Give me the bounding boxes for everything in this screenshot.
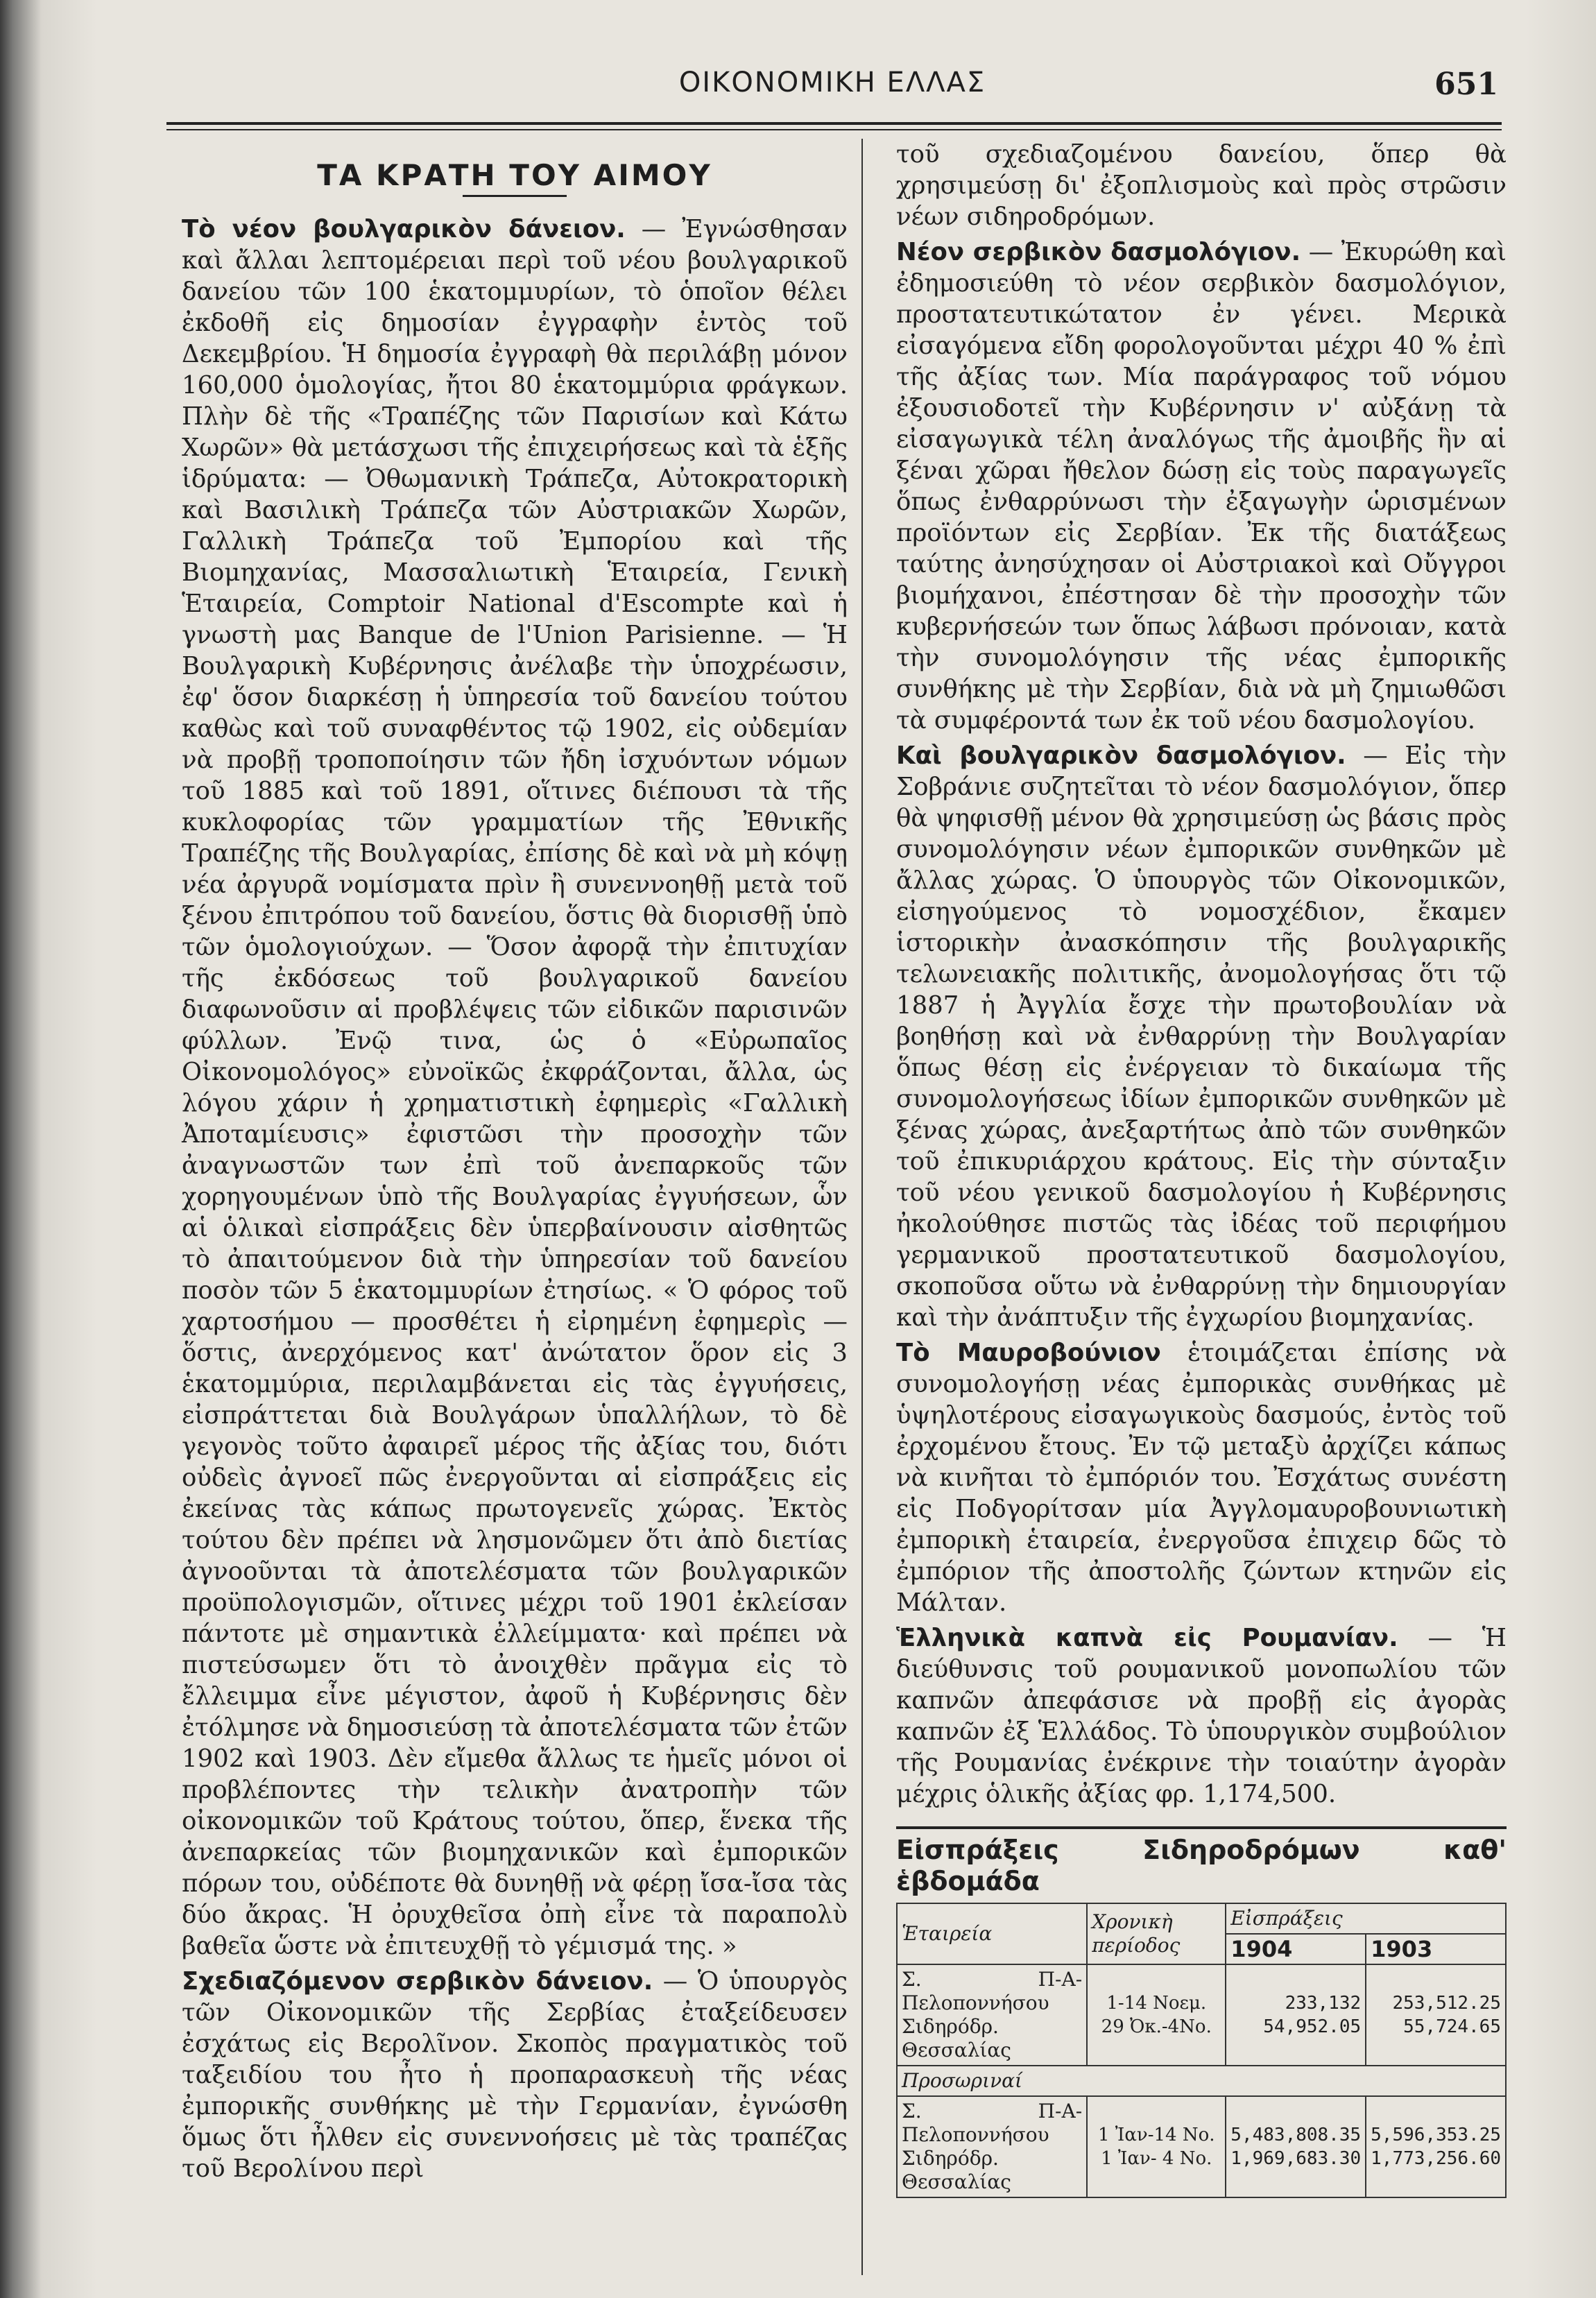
header-year-1904: 1904 [1226, 1934, 1366, 1964]
article-body: — Ὁ ὑπουργὸς τῶν Οἰκονομικῶν τῆς Σερβίας ἐταξείδευσεν ἐσχάτως εἰς Βερολῖνον. Σκοπὸς πραγματικὸς τοῦ ταξειδίου του ἦτο ἡ προπαρασκευὴ τῆς νέας ἐμπορικῆς συνθήκης μὲ τὴν Γερμανίαν, ἐγνώσθη ὅμως ὅτι ἦλθεν εἰς συνεννοήσεις μὲ τὰς τραπέζας τοῦ Βερολίνου περὶ [182, 1967, 848, 2183]
company-name: Σιδηρόδρ. Θεσσαλίας [902, 2015, 1011, 2061]
railway-receipts-table [896, 1903, 1507, 2198]
company-name: Σ. Π-Α-Πελοποννήσου [902, 2100, 1083, 2146]
value: 253,512.25 [1392, 1993, 1501, 2014]
article-heading: Τὸ Μαυροβούνιον [896, 1339, 1161, 1367]
table-header-row [897, 1903, 1506, 1934]
period-value: 1-14 Νοεμ. [1106, 1993, 1207, 2014]
period-value: 1 Ἰαν- 4 Νο. [1101, 2148, 1212, 2169]
article-bulgarian-loan [182, 214, 848, 1962]
value-1904-cell [1226, 1964, 1366, 2066]
period-value: 1 Ἰαν-14 Νο. [1097, 2125, 1215, 2145]
value-1903-cell [1366, 2096, 1506, 2197]
header-year-1903: 1903 [1366, 1934, 1506, 1964]
page-number: 651 [1434, 67, 1498, 102]
company-name: Σ. Π-Α-Πελοποννήσου [902, 1968, 1083, 2014]
header-rule-thin [166, 129, 1502, 130]
header-rule [166, 122, 1502, 125]
article-bulgarian-tariff [896, 740, 1507, 1333]
article-greek-tobacco [896, 1622, 1507, 1810]
article-body: — Ἐκυρώθη καὶ ἐδημοσιεύθη τὸ νέον σερβικὸν δασμολόγιον, προστατευτικώτατον ἐν γένει. Μερικὰ εἰσαγόμενα εἴδη φορολογοῦνται μέχρι 40 % ἐπὶ τῆς ἀξίας των. Μία παράγραφος τοῦ νόμου ἐξουσιοδοτεῖ τὴν Κυβέρνησιν ν' αὐξάνῃ τὰ εἰσαγωγικὰ τέλη ἀναλόγως τῆς ἀμοιβῆς ἣν αἱ ξέναι χῶραι ἤθελον δώσῃ εἰς τοὺς παραγωγεῖς ὅπως ἐνθαρρύνωσι τὴν ἐξαγωγὴν ὡρισμένων προϊόντων εἰς Σερβίαν. Ἐκ τῆς διατάξεως ταύτης ἀνησύχησαν οἱ Αὐστριακοὶ καὶ Οὔγγροι βιομήχανοι, ἐπέστησαν δὲ τὴν προσοχὴν τῶν κυβερνήσεών των ὅπως λάβωσι πρόνοιαν, κατὰ τὴν συνομολόγησιν τῆς νέας ἐμπορικῆς συνθήκης μὲ τὴν Σερβίαν, διὰ νὰ μὴ ζημιωθῶσι τὰ συμφέροντά των ἐκ τοῦ νέου δασμολογίου. [896, 238, 1507, 735]
article-heading: Ἑλληνικὰ καπνὰ εἰς Ρουμανίαν. [896, 1624, 1398, 1652]
article-heading: Καὶ βουλγαρικὸν δασμολόγιον. [896, 741, 1346, 770]
table-row [897, 1964, 1506, 2066]
value: 1,773,256.60 [1371, 2148, 1501, 2169]
article-body: — Ἡ διεύθυνσις τοῦ ρουμανικοῦ μονοπωλίου τῶν καπνῶν ἀπεφάσισε νὰ προβῇ εἰς ἀγορὰς καπνῶν ἐξ Ἑλλάδος. Τὸ ὑπουργικὸν συμβούλιον τῆς Ρουμανίας ἐνέκρινε τὴν τοιαύτην ἀγορὰν μέχρις ὁλικῆς ἀξίας φρ. 1,174,500. [896, 1624, 1507, 1808]
company-name: Σιδηρόδρ. Θεσσαλίας [902, 2147, 1011, 2193]
value: 54,952.05 [1263, 2016, 1362, 2037]
column-divider [861, 139, 863, 2275]
value: 5,483,808.35 [1230, 2125, 1362, 2145]
table-row [897, 2096, 1506, 2197]
value: 1,969,683.30 [1230, 2148, 1362, 2169]
article-heading: Τὸ νέον βουλγαρικὸν δάνειον. [182, 215, 626, 243]
article-montenegro [896, 1337, 1507, 1618]
right-column [896, 139, 1507, 2198]
article-serbian-loan [182, 1966, 848, 2184]
table-title: Εἰσπράξεις Σιδηροδρόμων καθ' ἑβδομάδα [896, 1835, 1507, 1896]
value: 233,132 [1285, 1993, 1362, 2014]
article-heading: Νέον σερβικὸν δασμολόγιον. [896, 238, 1301, 266]
value-1904-cell [1226, 2096, 1366, 2197]
left-column [182, 139, 848, 2188]
page-header [166, 67, 1498, 108]
article-body: τοῦ σχεδιαζομένου δανείου, ὅπερ θὰ χρησιμεύσῃ δι' ἐξοπλισμοὺς καὶ πρὸς στρῶσιν νέων σιδηροδρόμων. [896, 140, 1507, 231]
header-receipts: Εἰσπράξεις [1226, 1903, 1506, 1934]
journal-title: ΟΙΚΟΝΟΜΙΚΗ ΕΛΛΑΣ [678, 67, 986, 98]
table-top-rule [896, 1826, 1507, 1829]
article-body: — Εἰς τὴν Σοβράνιε συζητεῖται τὸ νέον δασμολόγιον, ὅπερ θὰ ψηφισθῇ μένον θὰ χρησιμεύσῃ ὡς βάσις πρὸς συνομολόγησιν νέων ἐμπορικῶν συνθηκῶν μὲ ἄλλας χώρας. Ὁ ὑπουργὸς τῶν Οἰκονομικῶν, εἰσηγούμενος τὸ νομοσχέδιον, ἔκαμεν ἱστορικὴν ἀνασκόπησιν τῆς βουλγαρικῆς τελωνειακῆς πολιτικῆς, ἀνομολογήσας ὅτι τῷ 1887 ἡ Ἀγγλία ἔσχε τὴν πρωτοβουλίαν νὰ βοηθήσῃ καὶ νὰ ἐνθαρρύνῃ τὴν Βουλγαρίαν ὅπως θέσῃ εἰς ἐνέργειαν τὸ δικαίωμα τῆς συνομολογήσεως ἰδίων ἐμπορικῶν συνθηκῶν μὲ ξένας χώρας, ἀνεξαρτήτως ἀπὸ τῶν συνθηκῶν τοῦ ἐπικυριάρχου κράτους. Εἰς τὴν σύνταξιν τοῦ νέου γενικοῦ δασμολογίου ἡ Κυβέρνησις ἠκολούθησε πιστῶς τὰς ἰδέας τοῦ περιφήμου γερμανικοῦ προστατευτικοῦ δασμολογίου, σκοποῦσα οὕτω νὰ ἐνθαρρύνῃ τὴν δημιουργίαν καὶ τὴν ἀνάπτυξιν τῆς ἐγχωρίου βιομηχανίας. [896, 741, 1507, 1332]
period-cell [1087, 1964, 1226, 2066]
title-rule [463, 195, 567, 197]
value: 5,596,353.25 [1371, 2125, 1501, 2145]
value-1903-cell [1366, 1964, 1506, 2066]
period-value: 29 Ὀκ.-4Νο. [1101, 2016, 1212, 2037]
article-body: ἑτοιμάζεται ἐπίσης νὰ συνομολογήσῃ νέας ἐμπορικὰς συνθήκας μὲ ὑψηλοτέρους εἰσαγωγικοὺς δασμούς, ἐντὸς τοῦ ἐρχομένου ἔτους. Ἐν τῷ μεταξὺ ἀρχίζει κάπως νὰ κινῆται τὸ ἐμπόριόν του. Ἐσχάτως συνέστη εἰς Ποδγορίτσαν μία Ἀγγλομαυροβουνιωτικὴ ἐμπορικὴ ἑταιρεία, ἐνεργοῦσα ἐπιχειρ δῶς τὸ ἐμπόριον τῆς ἀποστολῆς ζώντων κτηνῶν εἰς Μάλταν. [896, 1339, 1507, 1617]
article-continuation [896, 139, 1507, 232]
period-cell [1087, 2096, 1226, 2197]
company-cell [897, 2096, 1087, 2197]
header-period: Χρονικὴ περίοδος [1087, 1903, 1226, 1964]
article-body: — Ἐγνώσθησαν καὶ ἄλλαι λεπτομέρειαι περὶ τοῦ νέου βουλγαρικοῦ δανείου τῶν 100 ἑκατομμυρίων, τὸ ὁποῖον θέλει ἐκδοθῆ εἰς δημοσίαν ἐγγραφὴν ἐντὸς τοῦ Δεκεμβρίου. Ἡ δημοσία ἐγγραφὴ θὰ περιλάβῃ μόνον 160,000 ὁμολογίας, ἤτοι 80 ἑκατομμύρια φράγκων. Πλὴν δὲ τῆς «Τραπέζης τῶν Παρισίων καὶ Κάτω Χωρῶν» θὰ μετάσχωσι τῆς ἐπιχειρήσεως καὶ τὰ ἑξῆς ἱδρύματα: — Ὀθωμανικὴ Τράπεζα, Αὐτοκρατορικὴ καὶ Βασιλικὴ Τράπεζα τῶν Αὐστριακῶν Χωρῶν, Γαλλικὴ Τράπεζα τοῦ Ἐμπορίου καὶ τῆς Βιομηχανίας, Μασσαλιωτικὴ Ἑταιρεία, Γενικὴ Ἑταιρεία, Comptoir National d'Escompte καὶ ἡ γνωστὴ μας Banque de l'Union Parisienne. — Ἡ Βουλγαρικὴ Κυβέρνησις ἀνέλαβε τὴν ὑποχρέωσιν, ἐφ' ὅσον διαρκέσῃ ἡ ὑπηρεσία τοῦ δανείου τούτου καθὼς καὶ τοῦ συναφθέντος τῷ 1902, εἰς οὐδεμίαν νὰ προβῇ τροποποίησιν τῶν ἤδη ἰσχυόντων νόμων τοῦ 1885 καὶ τοῦ 1891, οἵτινες διέπουσι τὰ τῆς κυκλοφορίας τῶν γραμματίων τῆς Ἐθνικῆς Τραπέζης τῆς Βουλγαρίας, ἐπίσης δὲ καὶ νὰ μὴ κόψῃ νέα ἀργυρᾶ νομίσματα πρὶν ἢ συνεννοηθῇ μετὰ τοῦ ξένου ἐπιτρόπου τοῦ δανείου, ὅστις θὰ διορισθῇ ὑπὸ τῶν ὁμολογιούχων. — Ὅσον ἀφορᾷ τὴν ἐπιτυχίαν τῆς ἐκδόσεως τοῦ βουλγαρικοῦ δανείου διαφωνοῦσιν αἱ προβλέψεις τῶν εἰδικῶν παρισινῶν φύλλων. Ἐνῷ τινα, ὡς ὁ «Εὐρωπαῖος Οἰκονομολόγος» εὐνοϊκῶς ἐκφράζονται, ἄλλα, ὡς λόγου χάριν ἡ χρηματιστικὴ ἐφημερὶς «Γαλλικὴ Ἀποταμίευσις» ἐφιστῶσι τὴν προσοχὴν τῶν ἀναγνωστῶν των ἐπὶ τοῦ ἀνεπαρκοῦς τῶν χορηγουμένων ὑπὸ τῆς Βουλγαρίας ἐγγυήσεων, ὧν αἱ ὁλικαὶ εἰσπράξεις δὲν ὑπερβαίνουσιν αἰσθητῶς τὸ ἀπαιτούμενον διὰ τὴν ὑπηρεσίαν τοῦ δανείου ποσὸν τῶν 5 ἑκατομμυρίων ἐτησίως. « Ὁ φόρος τοῦ χαρτοσήμου — προσθέτει ἡ εἰρημένη ἐφημερὶς — ὅστις, ἀνερχόμενος κατ' ἀνώτατον ὅρον εἰς 3 ἑκατομμύρια, περιλαμβάνεται εἰς τὰς ἐγγυήσεις, εἰσπράττεται διὰ Βουλγάρων ὑπαλλήλων, τὸ δὲ γεγονὸς τοῦτο ἀφαιρεῖ μέρος τῆς ἀξίας του, διότι οὐδεὶς ἀγνοεῖ πῶς ἐνεργοῦνται αἱ εἰσπράξεις εἰς ἐκείνας τὰς κάπως πρωτογενεῖς χώρας. Ἐκτὸς τούτου δὲν πρέπει νὰ λησμονῶμεν ὅτι ἀπὸ διετίας ἀγνοοῦνται τὰ ἀποτελέσματα τῶν βουλγαρικῶν προϋπολογισμῶν, οἵτινες μέχρι τοῦ 1901 ἐκλείσαν πάντοτε μὲ σημαντικὰ ἐλλείμματα· καὶ πρέπει νὰ πιστεύσωμεν ὅτι τὸ ἀνοιχθὲν πρᾶγμα εἰς τὸ ἔλλειμμα εἶνε μέγιστον, ἀφοῦ ἡ Κυβέρνησις δὲν ἐτόλμησε νὰ δημοσιεύσῃ τὰ ἀποτελέσματα τῶν ἐτῶν 1902 καὶ 1903. Δὲν εἴμεθα ἄλλως τε ἡμεῖς μόνοι οἱ προβλέποντες τὴν τελικὴν ἀνατροπὴν τῶν οἰκονομικῶν τοῦ Κράτους τούτου, ὅπερ, ἕνεκα τῆς ἀνεπαρκείας τῶν βιομηχανικῶν καὶ ἐμπορικῶν πόρων του, οὐδέποτε θὰ δυνηθῇ νὰ φέρῃ ἴσα-ἴσα τὰς δύο ἄκρας. Ἡ ὀρυχθεῖσα ὀπὴ εἶνε τὰ παραπολὺ βαθεῖα ὥστε νὰ ἐπιτευχθῇ τὸ γέμισμά της. » [182, 215, 848, 1960]
table-subheader-row [897, 2066, 1506, 2096]
article-heading: Σχεδιαζόμενον σερβικὸν δάνειον. [182, 1967, 653, 1996]
company-cell [897, 1964, 1087, 2066]
value: 55,724.65 [1403, 2016, 1501, 2037]
header-company: Ἑταιρεία [897, 1903, 1087, 1964]
article-serbian-tariff [896, 237, 1507, 736]
section-title: ΤΑ ΚΡΑΤΗ ΤΟΥ ΑΙΜΟΥ [317, 158, 712, 192]
provisional-label: Προσωριναί [897, 2066, 1506, 2096]
